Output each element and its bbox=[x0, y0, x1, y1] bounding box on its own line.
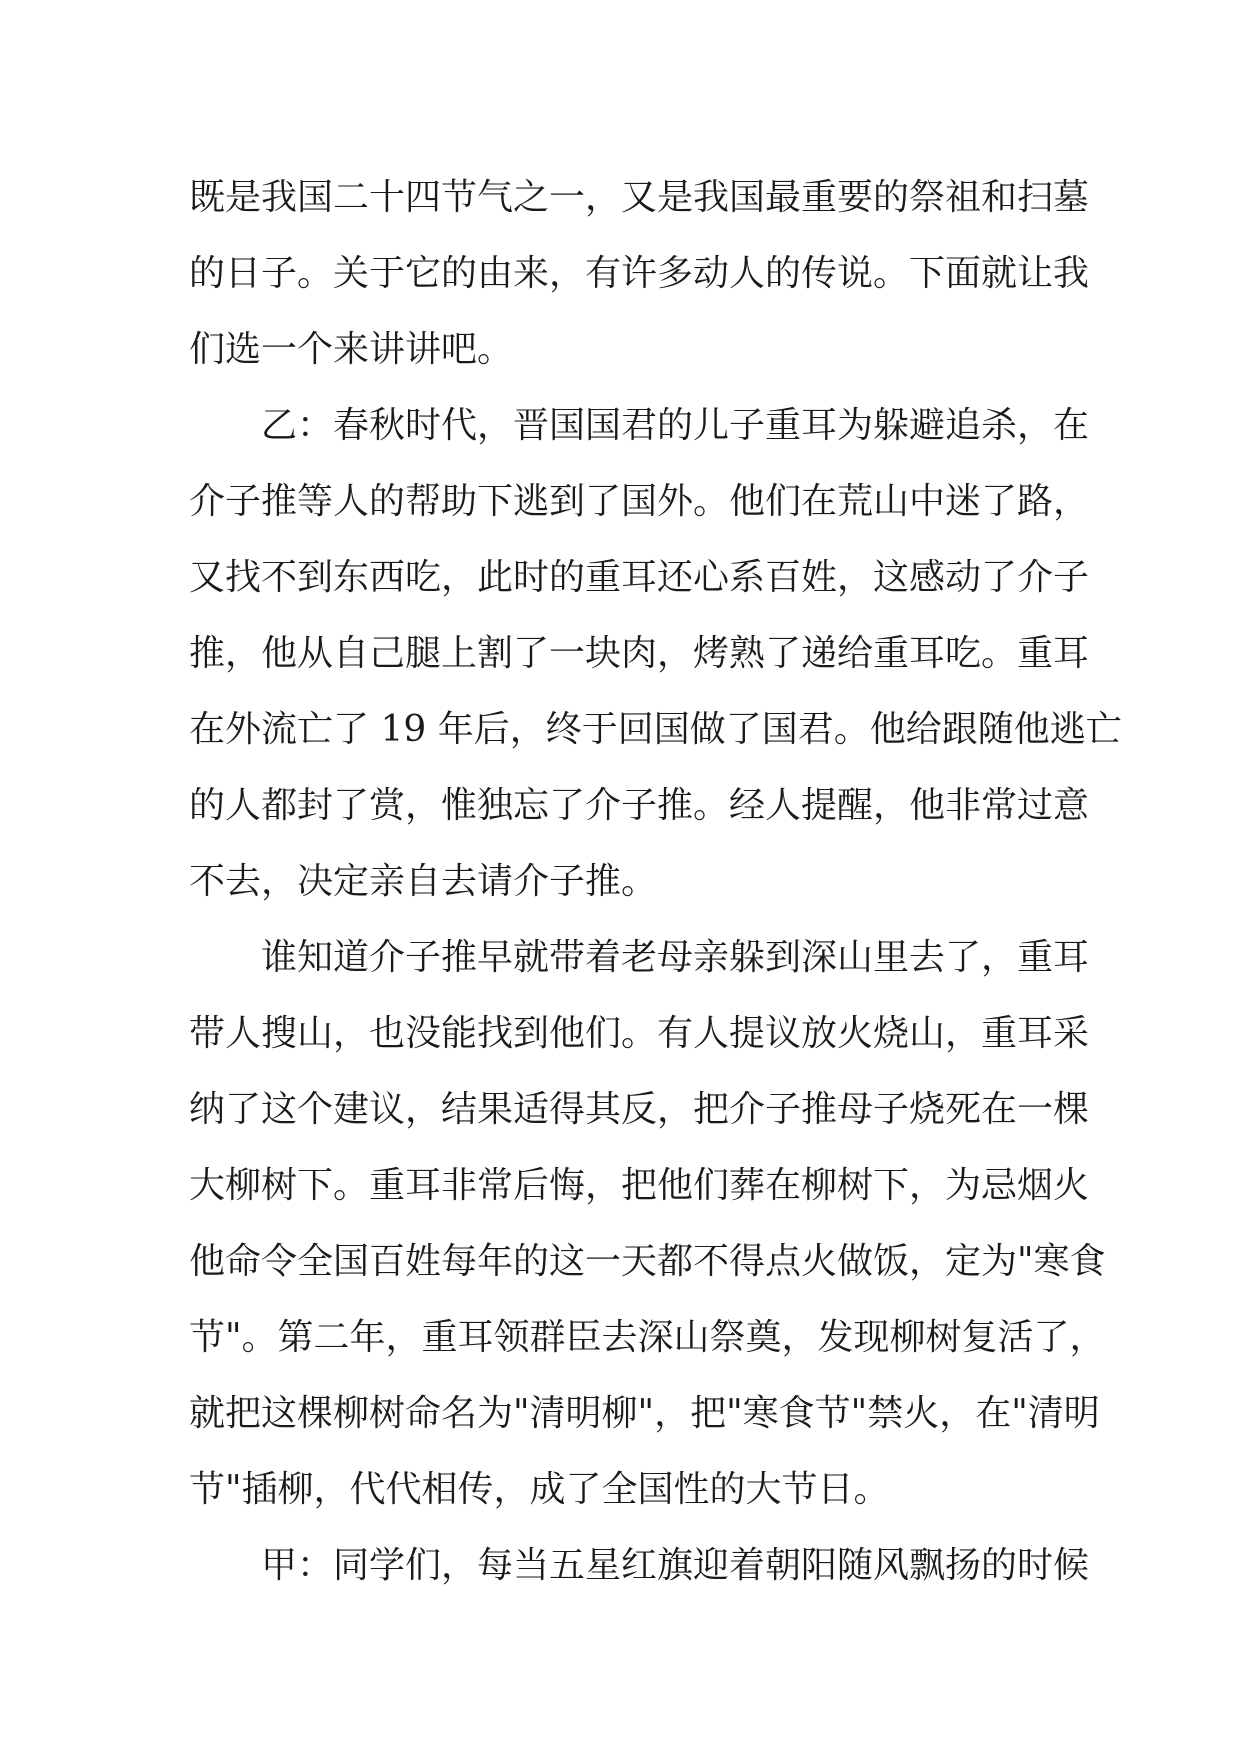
paragraph-2-line-5: 在外流亡了 19 年后，终于回国做了国君。他给跟随他逃亡 bbox=[189, 709, 1122, 750]
document-body bbox=[189, 160, 1122, 1604]
paragraph-3-line-2: 带人搜山，也没能找到他们。有人提议放火烧山，重耳采 bbox=[189, 1013, 1090, 1054]
paragraph-1-line-2: 的日子。关于它的由来，有许多动人的传说。下面就让我 bbox=[189, 253, 1090, 294]
paragraph-3-line-6: 节"。第二年，重耳领群臣去深山祭奠，发现柳树复活了， bbox=[189, 1317, 1106, 1358]
paragraph-2-line-1: 乙：春秋时代，晋国国君的儿子重耳为躲避追杀，在 bbox=[261, 405, 1090, 446]
paragraph-1-line-3: 们选一个来讲讲吧。 bbox=[189, 329, 514, 370]
paragraph-2-line-6: 的人都封了赏，惟独忘了介子推。经人提醒，他非常过意 bbox=[189, 785, 1090, 826]
paragraph-2-line-4: 推，他从自己腿上割了一块肉，烤熟了递给重耳吃。重耳 bbox=[189, 633, 1090, 674]
paragraph-3-line-7: 就把这棵柳树命名为"清明柳"，把"寒食节"禁火，在"清明 bbox=[189, 1393, 1100, 1434]
paragraph-3-line-5: 他命令全国百姓每年的这一天都不得点火做饭，定为"寒食 bbox=[189, 1241, 1106, 1282]
paragraph-3-line-8: 节"插柳，代代相传，成了全国性的大节日。 bbox=[189, 1469, 890, 1510]
paragraph-2-line-7: 不去，决定亲自去请介子推。 bbox=[189, 861, 658, 902]
paragraph-3-line-1: 谁知道介子推早就带着老母亲躲到深山里去了，重耳 bbox=[261, 937, 1090, 978]
paragraph-2-line-3: 又找不到东西吃，此时的重耳还心系百姓，这感动了介子 bbox=[189, 557, 1090, 598]
paragraph-4-line-1: 甲：同学们，每当五星红旗迎着朝阳随风飘扬的时候 bbox=[261, 1545, 1090, 1586]
paragraph-1-line-1: 既是我国二十四节气之一，又是我国最重要的祭祖和扫墓 bbox=[189, 177, 1090, 218]
paragraph-3-line-3: 纳了这个建议，结果适得其反，把介子推母子烧死在一棵 bbox=[189, 1089, 1090, 1130]
paragraph-2-line-2: 介子推等人的帮助下逃到了国外。他们在荒山中迷了路， bbox=[189, 481, 1090, 522]
paragraph-3-line-4: 大柳树下。重耳非常后悔，把他们葬在柳树下，为忌烟火 bbox=[189, 1165, 1090, 1206]
